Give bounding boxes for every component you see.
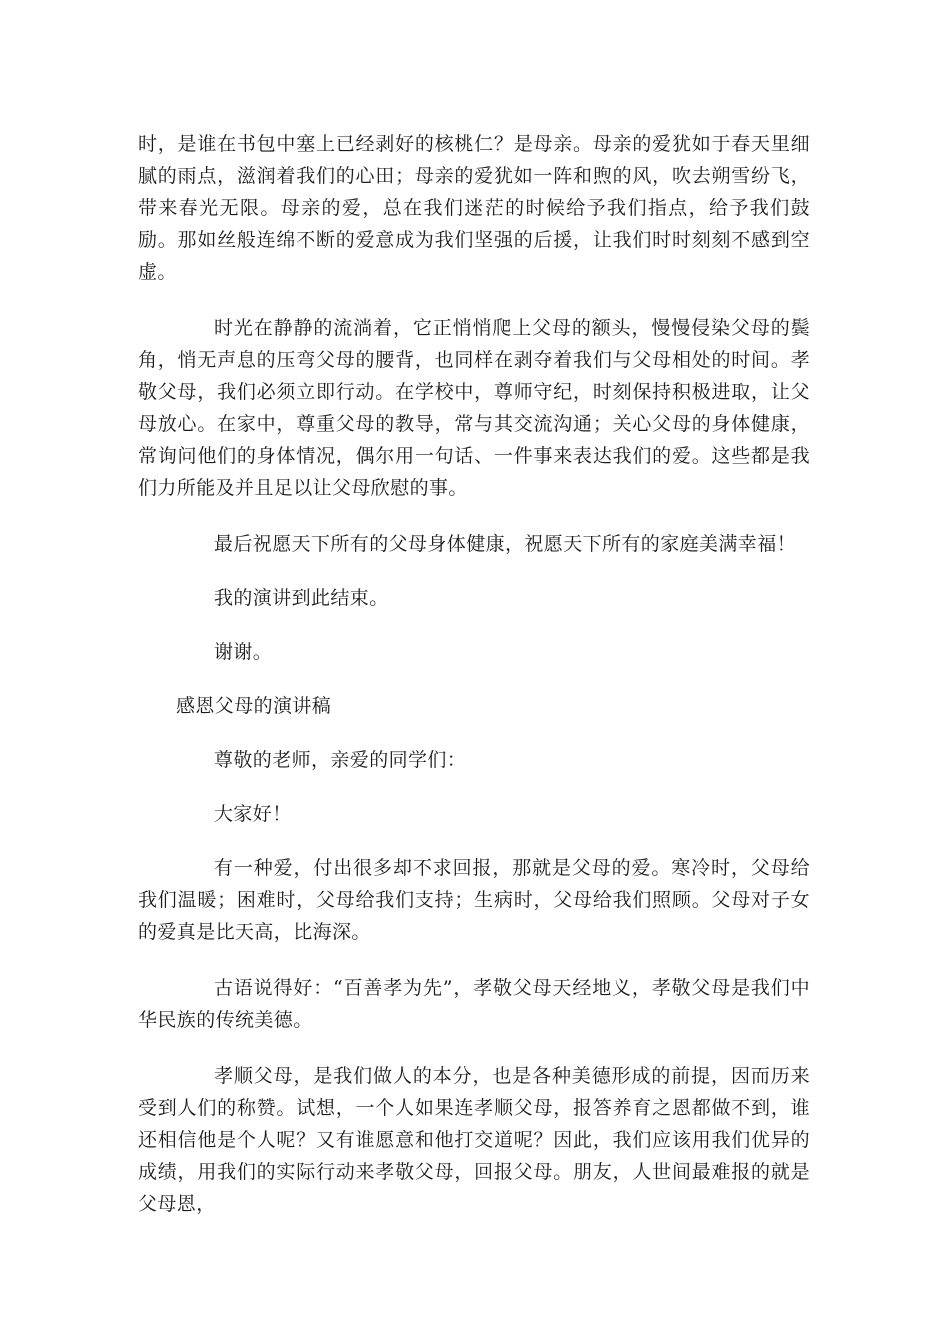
- paragraph-mother-love: 时，是谁在书包中塞上已经剥好的核桃仁？是母亲。母亲的爱犹如于春天里细腻的雨点，滋润着我们的心田；母亲的爱犹如一阵和煦的风，吹去朔雪纷飞，带来春光无限。母亲的爱，总在我们迷茫的时候给予我们指点，给予我们鼓励。那如丝般连绵不断的爱意成为我们坚强的后援，让我们时时刻刻不感到空虚。: [138, 133, 810, 283]
- paragraph-parental-love: 有一种爱，付出很多却不求回报，那就是父母的爱。寒冷时，父母给我们温暖；困难时，父母给我们支持；生病时，父母给我们照顾。父母对子女的爱真是比天高，比海深。: [138, 857, 810, 943]
- paragraph-time-passing: 时光在静静的流淌着，它正悄悄爬上父母的额头，慢慢侵染父母的鬓角，悄无声息的压弯父母的腰背，也同样在剥夺着我们与父母相处的时间。孝敬父母，我们必须立即行动。在学校中，尊师守纪，时刻保持积极进取，让父母放心。在家中，尊重父母的教导，常与其交流沟通；关心父母的身体健康，常询问他们的身体情况，偶尔用一句话、一件事来表达我们的爱。这些都是我们力所能及并且足以让父母欣慰的事。: [138, 317, 810, 499]
- document-body: [138, 128, 810, 1220]
- section-title: 感恩父母的演讲稿: [176, 695, 332, 717]
- paragraph-thanks: 谢谢。: [214, 641, 273, 663]
- paragraph-greeting: 大家好！: [214, 803, 292, 825]
- paragraph-speech-end: 我的演讲到此结束。: [214, 587, 389, 609]
- paragraph-proverb: 古语说得好：“百善孝为先”，孝敬父母天经地义，孝敬父母是我们中华民族的传统美德。: [138, 977, 810, 1031]
- paragraph-salutation: 尊敬的老师，亲爱的同学们：: [214, 749, 467, 771]
- paragraph-final-wishes: 最后祝愿天下所有的父母身体健康，祝愿天下所有的家庭美满幸福！: [214, 533, 797, 555]
- paragraph-filial-piety: 孝顺父母，是我们做人的本分，也是各种美德形成的前提，因而历来受到人们的称赞。试想，一个人如果连孝顺父母，报答养育之恩都做不到，谁还相信他是个人呢？又有谁愿意和他打交道呢？因此，我们应该用我们优异的成绩，用我们的实际行动来孝敬父母，回报父母。朋友，人世间最难报的就是父母恩，: [138, 1065, 810, 1215]
